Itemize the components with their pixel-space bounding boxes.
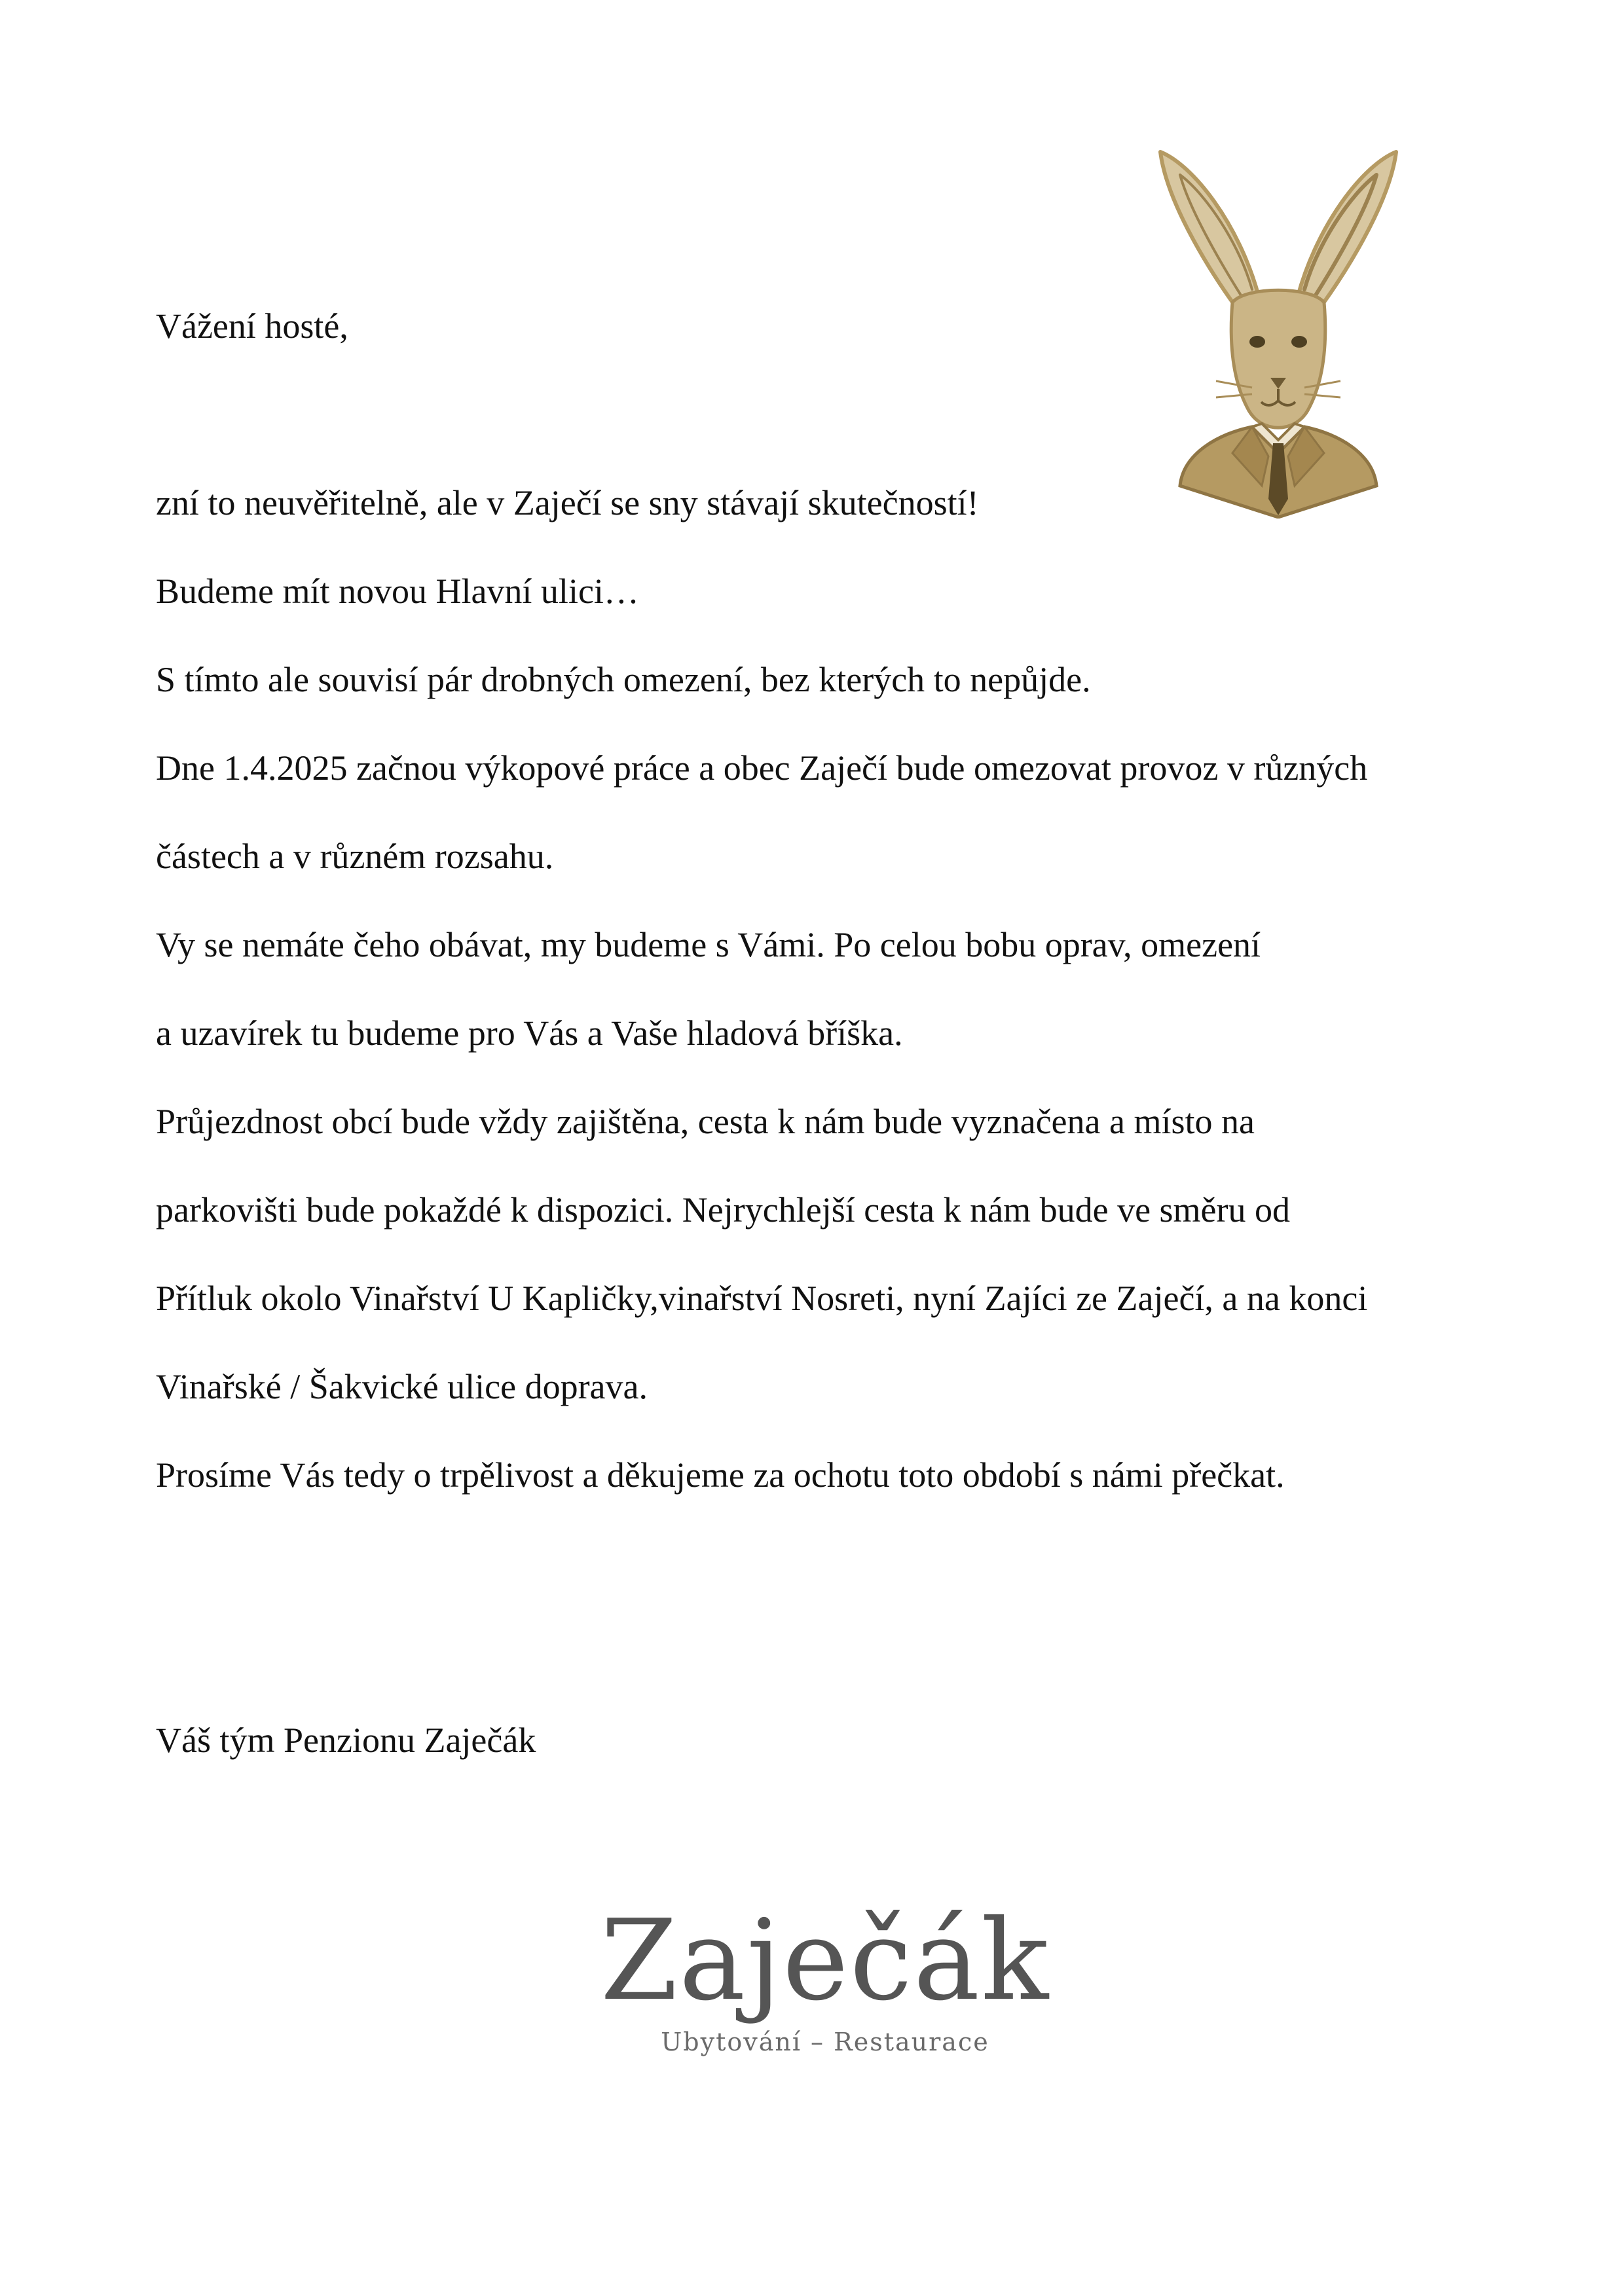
body-line: Dne 1.4.2025 začnou výkopové práce a obec Zaječí bude omezovat provoz v různých (156, 748, 1368, 788)
body-line: částech a v různém rozsahu. (156, 837, 554, 876)
logo-name: Zaječák (600, 1896, 1050, 2026)
body-line: S tímto ale souvisí pár drobných omezení, bez kterých to nepůjde. (156, 660, 1091, 699)
logo-tagline: Ubytování – Restaurace (661, 2028, 989, 2056)
body-line: Vy se nemáte čeho obávat, my budeme s Vámi. Po celou bobu oprav, omezení (156, 925, 1261, 964)
salutation: Vážení hosté, (156, 306, 348, 346)
body-line: Budeme mít novou Hlavní ulici… (156, 572, 639, 611)
body-line: Prosíme Vás tedy o trpělivost a děkujeme za ochotu toto období s námi přečkat. (156, 1455, 1285, 1495)
rabbit-in-suit-icon (1154, 145, 1403, 519)
signature: Váš tým Penzionu Zaječák (156, 1721, 536, 1760)
body-line: Průjezdnost obcí bude vždy zajištěna, cesta k nám bude vyznačena a místo na (156, 1102, 1255, 1141)
body-line: a uzavírek tu budeme pro Vás a Vaše hladová bříška. (156, 1013, 903, 1053)
body-line: parkovišti bude pokaždé k dispozici. Nejrychlejší cesta k nám bude ve směru od (156, 1190, 1291, 1230)
body-line: Přítluk okolo Vinařství U Kapličky,vinařství Nosreti, nyní Zajíci ze Zaječí, a na konci (156, 1279, 1368, 1318)
body-line: zní to neuvěřitelně, ale v Zaječí se sny stávají skutečností! (156, 483, 979, 522)
brand-logo (589, 1896, 1061, 2069)
body-line: Vinařské / Šakvické ulice doprava. (156, 1367, 648, 1406)
